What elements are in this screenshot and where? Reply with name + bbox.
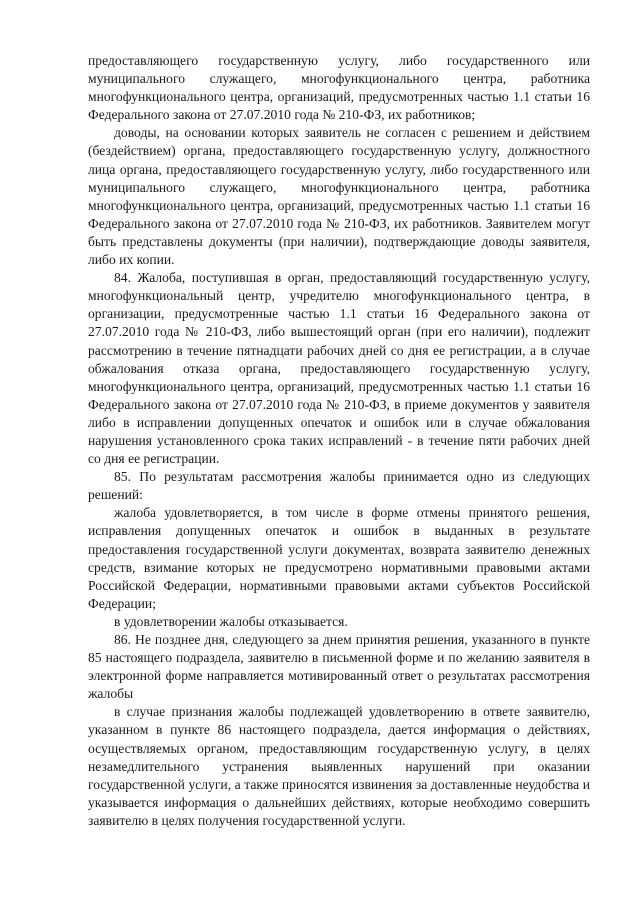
paragraph-86: 86. Не позднее дня, следующего за днем принятия решения, указанного в пункте 85 настоящего подраздела, заявителю в письменной форме и по желанию заявителя в электронной форме направляется мотивированный ответ о результатах рассмотрения жалобы: [88, 632, 590, 702]
paragraph-complaint-rejected: в удовлетворении жалобы отказывается.: [114, 613, 348, 629]
paragraph-85: 85. По результатам рассмотрения жалобы принимается одно из следующих решений:: [88, 469, 590, 503]
paragraph-complaint-satisfied: жалоба удовлетворяется, в том числе в форме отмены принятого решения, исправления допущенных опечаток и ошибок в выданных в результате предоставления государственной услуги документах, возврата заявителю денежных средств, взимание которых не предусмотрено нормативными правовыми актами Российской Федерации, нормативными правовыми актами субъектов Российской Федерации;: [88, 505, 590, 611]
paragraph-arguments: доводы, на основании которых заявитель не согласен с решением и действием (бездействием) органа, предоставляющего государственную услугу, должностного лица органа, предоставляющего государственную услугу, либо государственного или муниципального служащего, многофункционального центра, работника многофункционального центра, организаций, предусмотренных частью 1.1 статьи 16 Федерального закона от 27.07.2010 года № 210-ФЗ, их работников. Заявителем могут быть представлены документы (при наличии), подтверждающие доводы заявителя, либо их копии.: [88, 125, 590, 268]
document-page: [88, 52, 590, 830]
paragraph-response-info: в случае признания жалобы подлежащей удовлетворению в ответе заявителю, указанном в пункте 86 настоящего подраздела, дается информация о действиях, осуществляемых органом, предоставляющим государственную услугу, в целях незамедлительного устранения выявленных нарушений при оказании государственной услуги, а также приносятся извинения за доставленные неудобства и указывается информация о дальнейших действиях, которые необходимо совершить заявителю в целях получения государственной услуги.: [88, 704, 590, 828]
paragraph-84: 84. Жалоба, поступившая в орган, предоставляющий государственную услугу, многофункциональный центр, учредителю многофункционального центра, в организации, предусмотренные частью 1.1 статьи 16 Федерального закона от 27.07.2010 года № 210-ФЗ, либо вышестоящий орган (при его наличии), подлежит рассмотрению в течение пятнадцати рабочих дней со дня ее регистрации, а в случае обжалования отказа органа, предоставляющего государственную услугу, многофункционального центра, организаций, предусмотренных частью 1.1 статьи 16 Федерального закона от 27.07.2010 года № 210-ФЗ, в приеме документов у заявителя либо в исправлении допущенных опечаток и ошибок или в случае обжалования нарушения установленного срока таких исправлений - в течение пяти рабочих дней со дня ее регистрации.: [88, 270, 590, 467]
paragraph-continuation: предоставляющего государственную услугу, либо государственного или муниципального служащего, многофункционального центра, работника многофункционального центра, организаций, предусмотренных частью 1.1 статьи 16 Федерального закона от 27.07.2010 года № 210-ФЗ, их работников;: [88, 53, 590, 123]
